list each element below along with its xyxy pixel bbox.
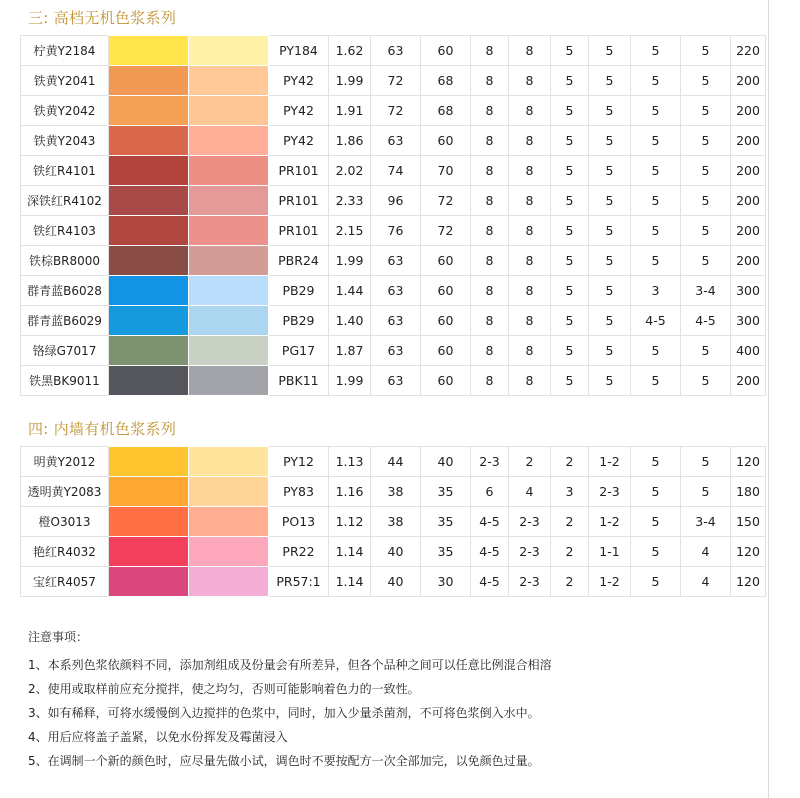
spec-cell: 2-3 [509, 537, 551, 567]
spec-cell: 200 [731, 96, 766, 126]
spec-cell: 2-3 [471, 447, 509, 477]
tint-swatch [189, 477, 269, 507]
note-item: 3、如有稀释，可将水缓慢倒入边搅拌的色浆中，同时，加入少量杀菌剂，不可将色浆倒入水中。 [28, 706, 540, 720]
spec-cell: 5 [589, 216, 631, 246]
spec-cell: PR22 [269, 537, 329, 567]
spec-cell: 2.15 [329, 216, 371, 246]
table-row [21, 246, 766, 276]
spec-cell: 4 [681, 567, 731, 597]
spec-cell: PY12 [269, 447, 329, 477]
spec-cell: 5 [589, 96, 631, 126]
spec-cell: 72 [421, 186, 471, 216]
spec-cell: 8 [509, 36, 551, 66]
spec-cell: 8 [509, 186, 551, 216]
tint-swatch [189, 447, 269, 477]
spec-cell: 5 [589, 66, 631, 96]
table-row [21, 96, 766, 126]
spec-cell: 400 [731, 336, 766, 366]
spec-cell: 1.44 [329, 276, 371, 306]
spec-cell: 5 [681, 246, 731, 276]
spec-cell: PG17 [269, 336, 329, 366]
tint-swatch [189, 276, 269, 306]
spec-cell: 76 [371, 216, 421, 246]
spec-cell: 1-1 [589, 537, 631, 567]
spec-cell: 5 [589, 36, 631, 66]
spec-cell: 5 [551, 156, 589, 186]
spec-cell: 1.99 [329, 246, 371, 276]
spec-cell: 5 [681, 447, 731, 477]
spec-cell: 63 [371, 366, 421, 396]
spec-cell: 1.16 [329, 477, 371, 507]
full-tone-swatch [109, 366, 189, 396]
spec-cell: 96 [371, 186, 421, 216]
tint-swatch [189, 156, 269, 186]
spec-cell: 8 [509, 276, 551, 306]
spec-cell: 74 [371, 156, 421, 186]
spec-cell: 2-3 [509, 507, 551, 537]
table-row [21, 447, 766, 477]
note-item: 2、使用或取样前应充分搅拌，使之均匀，否则可能影响着色力的一致性。 [28, 682, 420, 696]
full-tone-swatch [109, 306, 189, 336]
spec-cell: 5 [631, 567, 681, 597]
spec-cell: 150 [731, 507, 766, 537]
spec-cell: 4-5 [631, 306, 681, 336]
full-tone-swatch [109, 186, 189, 216]
tint-swatch [189, 126, 269, 156]
spec-cell: PY83 [269, 477, 329, 507]
spec-cell: 5 [551, 186, 589, 216]
pigment-name: 铁黄Y2043 [21, 126, 109, 156]
spec-cell: 5 [681, 126, 731, 156]
spec-cell: 60 [421, 276, 471, 306]
tint-swatch [189, 507, 269, 537]
spec-cell: PBR24 [269, 246, 329, 276]
tint-swatch [189, 66, 269, 96]
spec-cell: 5 [631, 186, 681, 216]
spec-cell: 5 [551, 126, 589, 156]
spec-cell: 60 [421, 246, 471, 276]
spec-cell: 5 [551, 96, 589, 126]
spec-cell: 40 [371, 567, 421, 597]
full-tone-swatch [109, 66, 189, 96]
full-tone-swatch [109, 336, 189, 366]
spec-cell: 4 [681, 537, 731, 567]
spec-cell: 8 [509, 126, 551, 156]
spec-cell: 8 [471, 246, 509, 276]
spec-cell: 2.33 [329, 186, 371, 216]
spec-cell: 8 [471, 126, 509, 156]
spec-cell: 5 [551, 246, 589, 276]
spec-cell: PY42 [269, 126, 329, 156]
pigment-name: 铁棕BR8000 [21, 246, 109, 276]
spec-cell: 5 [631, 156, 681, 186]
spec-cell: 200 [731, 126, 766, 156]
full-tone-swatch [109, 567, 189, 597]
spec-cell: 8 [471, 156, 509, 186]
spec-cell: 5 [631, 36, 681, 66]
spec-cell: 35 [421, 477, 471, 507]
pigment-name: 铁黄Y2041 [21, 66, 109, 96]
spec-cell: 4-5 [681, 306, 731, 336]
spec-cell: 1-2 [589, 507, 631, 537]
spec-cell: 63 [371, 246, 421, 276]
spec-cell: 5 [681, 216, 731, 246]
full-tone-swatch [109, 246, 189, 276]
section4-title: 四: 内墙有机色浆系列 [28, 420, 177, 438]
spec-cell: 5 [631, 366, 681, 396]
pigment-name: 群青蓝B6028 [21, 276, 109, 306]
full-tone-swatch [109, 156, 189, 186]
spec-cell: 1.13 [329, 447, 371, 477]
pigment-name: 艳红R4032 [21, 537, 109, 567]
pigment-name: 铁红R4103 [21, 216, 109, 246]
spec-cell: 2 [551, 567, 589, 597]
tint-swatch [189, 246, 269, 276]
note-item: 4、用后应将盖子盖紧，以免水份挥发及霉菌浸入 [28, 730, 288, 744]
tint-swatch [189, 216, 269, 246]
pigment-name: 柠黄Y2184 [21, 36, 109, 66]
organic-pigment-table [20, 446, 766, 597]
spec-cell: 4-5 [471, 537, 509, 567]
spec-cell: 200 [731, 156, 766, 186]
spec-cell: 8 [509, 96, 551, 126]
spec-cell: 5 [589, 246, 631, 276]
spec-cell: 8 [509, 366, 551, 396]
spec-cell: 63 [371, 336, 421, 366]
spec-cell: 5 [551, 336, 589, 366]
full-tone-swatch [109, 447, 189, 477]
spec-cell: 5 [631, 216, 681, 246]
table-row [21, 306, 766, 336]
pigment-name: 铬绿G7017 [21, 336, 109, 366]
spec-cell: 38 [371, 507, 421, 537]
spec-cell: 3-4 [681, 276, 731, 306]
table-row [21, 477, 766, 507]
spec-cell: 44 [371, 447, 421, 477]
tint-swatch [189, 306, 269, 336]
spec-cell: 2-3 [589, 477, 631, 507]
spec-cell: 8 [509, 306, 551, 336]
spec-cell: 8 [509, 216, 551, 246]
spec-cell: PO13 [269, 507, 329, 537]
notes-list [28, 653, 748, 773]
spec-cell: 5 [589, 366, 631, 396]
pigment-name: 橙O3013 [21, 507, 109, 537]
spec-cell: 35 [421, 507, 471, 537]
spec-cell: 8 [471, 216, 509, 246]
spec-cell: 5 [681, 156, 731, 186]
full-tone-swatch [109, 477, 189, 507]
spec-cell: 2 [551, 507, 589, 537]
tint-swatch [189, 186, 269, 216]
spec-cell: 1.40 [329, 306, 371, 336]
spec-cell: PB29 [269, 276, 329, 306]
spec-cell: 38 [371, 477, 421, 507]
spec-cell: 2 [551, 447, 589, 477]
spec-cell: 2 [509, 447, 551, 477]
full-tone-swatch [109, 276, 189, 306]
spec-cell: 1-2 [589, 567, 631, 597]
spec-cell: 8 [471, 66, 509, 96]
spec-cell: 5 [589, 186, 631, 216]
full-tone-swatch [109, 96, 189, 126]
spec-cell: 5 [681, 96, 731, 126]
spec-cell: 5 [589, 336, 631, 366]
spec-cell: 60 [421, 366, 471, 396]
spec-cell: 4-5 [471, 567, 509, 597]
spec-cell: PY42 [269, 96, 329, 126]
spec-cell: 300 [731, 306, 766, 336]
spec-cell: 1.99 [329, 366, 371, 396]
full-tone-swatch [109, 507, 189, 537]
spec-cell: 180 [731, 477, 766, 507]
spec-cell: 1.91 [329, 96, 371, 126]
spec-cell: 2-3 [509, 567, 551, 597]
spec-cell: 5 [551, 276, 589, 306]
spec-cell: 60 [421, 306, 471, 336]
spec-cell: 1.12 [329, 507, 371, 537]
spec-cell: 5 [551, 306, 589, 336]
spec-cell: 8 [509, 336, 551, 366]
spec-cell: 5 [551, 366, 589, 396]
spec-cell: PR101 [269, 216, 329, 246]
spec-cell: 200 [731, 246, 766, 276]
section3-title: 三: 高档无机色浆系列 [28, 9, 177, 27]
pigment-name: 铁黄Y2042 [21, 96, 109, 126]
full-tone-swatch [109, 216, 189, 246]
spec-cell: 8 [471, 276, 509, 306]
spec-cell: 200 [731, 66, 766, 96]
pigment-name: 明黄Y2012 [21, 447, 109, 477]
tint-swatch [189, 96, 269, 126]
full-tone-swatch [109, 537, 189, 567]
spec-cell: PB29 [269, 306, 329, 336]
spec-cell: 300 [731, 276, 766, 306]
spec-cell: 63 [371, 36, 421, 66]
full-tone-swatch [109, 36, 189, 66]
pigment-name: 铁红R4101 [21, 156, 109, 186]
spec-cell: 8 [471, 186, 509, 216]
spec-cell: PR101 [269, 156, 329, 186]
spec-cell: 1.87 [329, 336, 371, 366]
spec-cell: 5 [681, 66, 731, 96]
spec-cell: 68 [421, 96, 471, 126]
spec-cell: 72 [421, 216, 471, 246]
spec-cell: 6 [471, 477, 509, 507]
spec-cell: 60 [421, 36, 471, 66]
pigment-name: 透明黄Y2083 [21, 477, 109, 507]
pigment-name: 铁黑BK9011 [21, 366, 109, 396]
spec-cell: 35 [421, 537, 471, 567]
table-row [21, 66, 766, 96]
spec-cell: 8 [471, 36, 509, 66]
spec-cell: 72 [371, 66, 421, 96]
spec-cell: 2.02 [329, 156, 371, 186]
spec-cell: 70 [421, 156, 471, 186]
spec-cell: 8 [471, 366, 509, 396]
spec-cell: 40 [421, 447, 471, 477]
spec-cell: 30 [421, 567, 471, 597]
spec-cell: 63 [371, 306, 421, 336]
spec-cell: 5 [589, 156, 631, 186]
spec-cell: 120 [731, 447, 766, 477]
tint-swatch [189, 366, 269, 396]
table-row [21, 126, 766, 156]
spec-cell: PR57:1 [269, 567, 329, 597]
spec-cell: 63 [371, 126, 421, 156]
spec-cell: 8 [509, 66, 551, 96]
table-row [21, 336, 766, 366]
spec-cell: 8 [509, 246, 551, 276]
spec-cell: 5 [551, 216, 589, 246]
spec-cell: 63 [371, 276, 421, 306]
table-row [21, 186, 766, 216]
spec-cell: 68 [421, 66, 471, 96]
pigment-name: 群青蓝B6029 [21, 306, 109, 336]
table-row [21, 276, 766, 306]
tint-swatch [189, 36, 269, 66]
spec-cell: 8 [509, 156, 551, 186]
spec-cell: 200 [731, 186, 766, 216]
spec-cell: 3 [551, 477, 589, 507]
spec-cell: 200 [731, 216, 766, 246]
spec-cell: 120 [731, 567, 766, 597]
table-row [21, 36, 766, 66]
table-row [21, 537, 766, 567]
pigment-name: 宝红R4057 [21, 567, 109, 597]
spec-cell: 5 [631, 537, 681, 567]
spec-cell: 5 [681, 186, 731, 216]
spec-cell: 5 [681, 336, 731, 366]
spec-cell: PR101 [269, 186, 329, 216]
pigment-name: 深铁红R4102 [21, 186, 109, 216]
spec-cell: 1.99 [329, 66, 371, 96]
right-divider [768, 0, 769, 798]
spec-cell: 4-5 [471, 507, 509, 537]
spec-cell: PY184 [269, 36, 329, 66]
table-row [21, 366, 766, 396]
spec-cell: 60 [421, 336, 471, 366]
spec-cell: 5 [681, 366, 731, 396]
spec-cell: 5 [631, 507, 681, 537]
notes-section [28, 628, 748, 773]
spec-cell: 5 [589, 306, 631, 336]
spec-cell: 1.14 [329, 537, 371, 567]
table-row [21, 567, 766, 597]
spec-cell: 120 [731, 537, 766, 567]
spec-cell: 40 [371, 537, 421, 567]
spec-cell: 200 [731, 366, 766, 396]
spec-cell: 2 [551, 537, 589, 567]
tint-swatch [189, 537, 269, 567]
note-item: 5、在调制一个新的颜色时，应尽量先做小试，调色时不要按配方一次全部加完，以免颜色过量。 [28, 754, 540, 768]
spec-cell: 60 [421, 126, 471, 156]
spec-cell: 8 [471, 306, 509, 336]
spec-cell: PY42 [269, 66, 329, 96]
spec-cell: 5 [631, 126, 681, 156]
spec-cell: 5 [631, 66, 681, 96]
spec-cell: 5 [631, 336, 681, 366]
spec-cell: 5 [631, 246, 681, 276]
inorganic-pigment-table [20, 35, 766, 396]
tint-swatch [189, 567, 269, 597]
spec-cell: 72 [371, 96, 421, 126]
spec-cell: 5 [551, 66, 589, 96]
spec-cell: 5 [631, 447, 681, 477]
spec-cell: 5 [681, 36, 731, 66]
spec-cell: 4 [509, 477, 551, 507]
note-item: 1、本系列色浆依颜料不同，添加剂组成及份量会有所差异，但各个品种之间可以任意比例混合相溶 [28, 658, 552, 672]
spec-cell: 3 [631, 276, 681, 306]
spec-cell: 3-4 [681, 507, 731, 537]
table-row [21, 156, 766, 186]
spec-cell: 1.62 [329, 36, 371, 66]
spec-cell: 5 [589, 276, 631, 306]
spec-cell: 5 [551, 36, 589, 66]
spec-cell: PBK11 [269, 366, 329, 396]
spec-cell: 1-2 [589, 447, 631, 477]
spec-cell: 5 [589, 126, 631, 156]
spec-cell: 1.14 [329, 567, 371, 597]
notes-heading: 注意事项： [28, 630, 89, 644]
table-row [21, 507, 766, 537]
spec-cell: 8 [471, 96, 509, 126]
table-row [21, 216, 766, 246]
spec-cell: 220 [731, 36, 766, 66]
spec-cell: 5 [631, 477, 681, 507]
tint-swatch [189, 336, 269, 366]
spec-cell: 1.86 [329, 126, 371, 156]
full-tone-swatch [109, 126, 189, 156]
spec-cell: 8 [471, 336, 509, 366]
spec-cell: 5 [681, 477, 731, 507]
spec-cell: 5 [631, 96, 681, 126]
